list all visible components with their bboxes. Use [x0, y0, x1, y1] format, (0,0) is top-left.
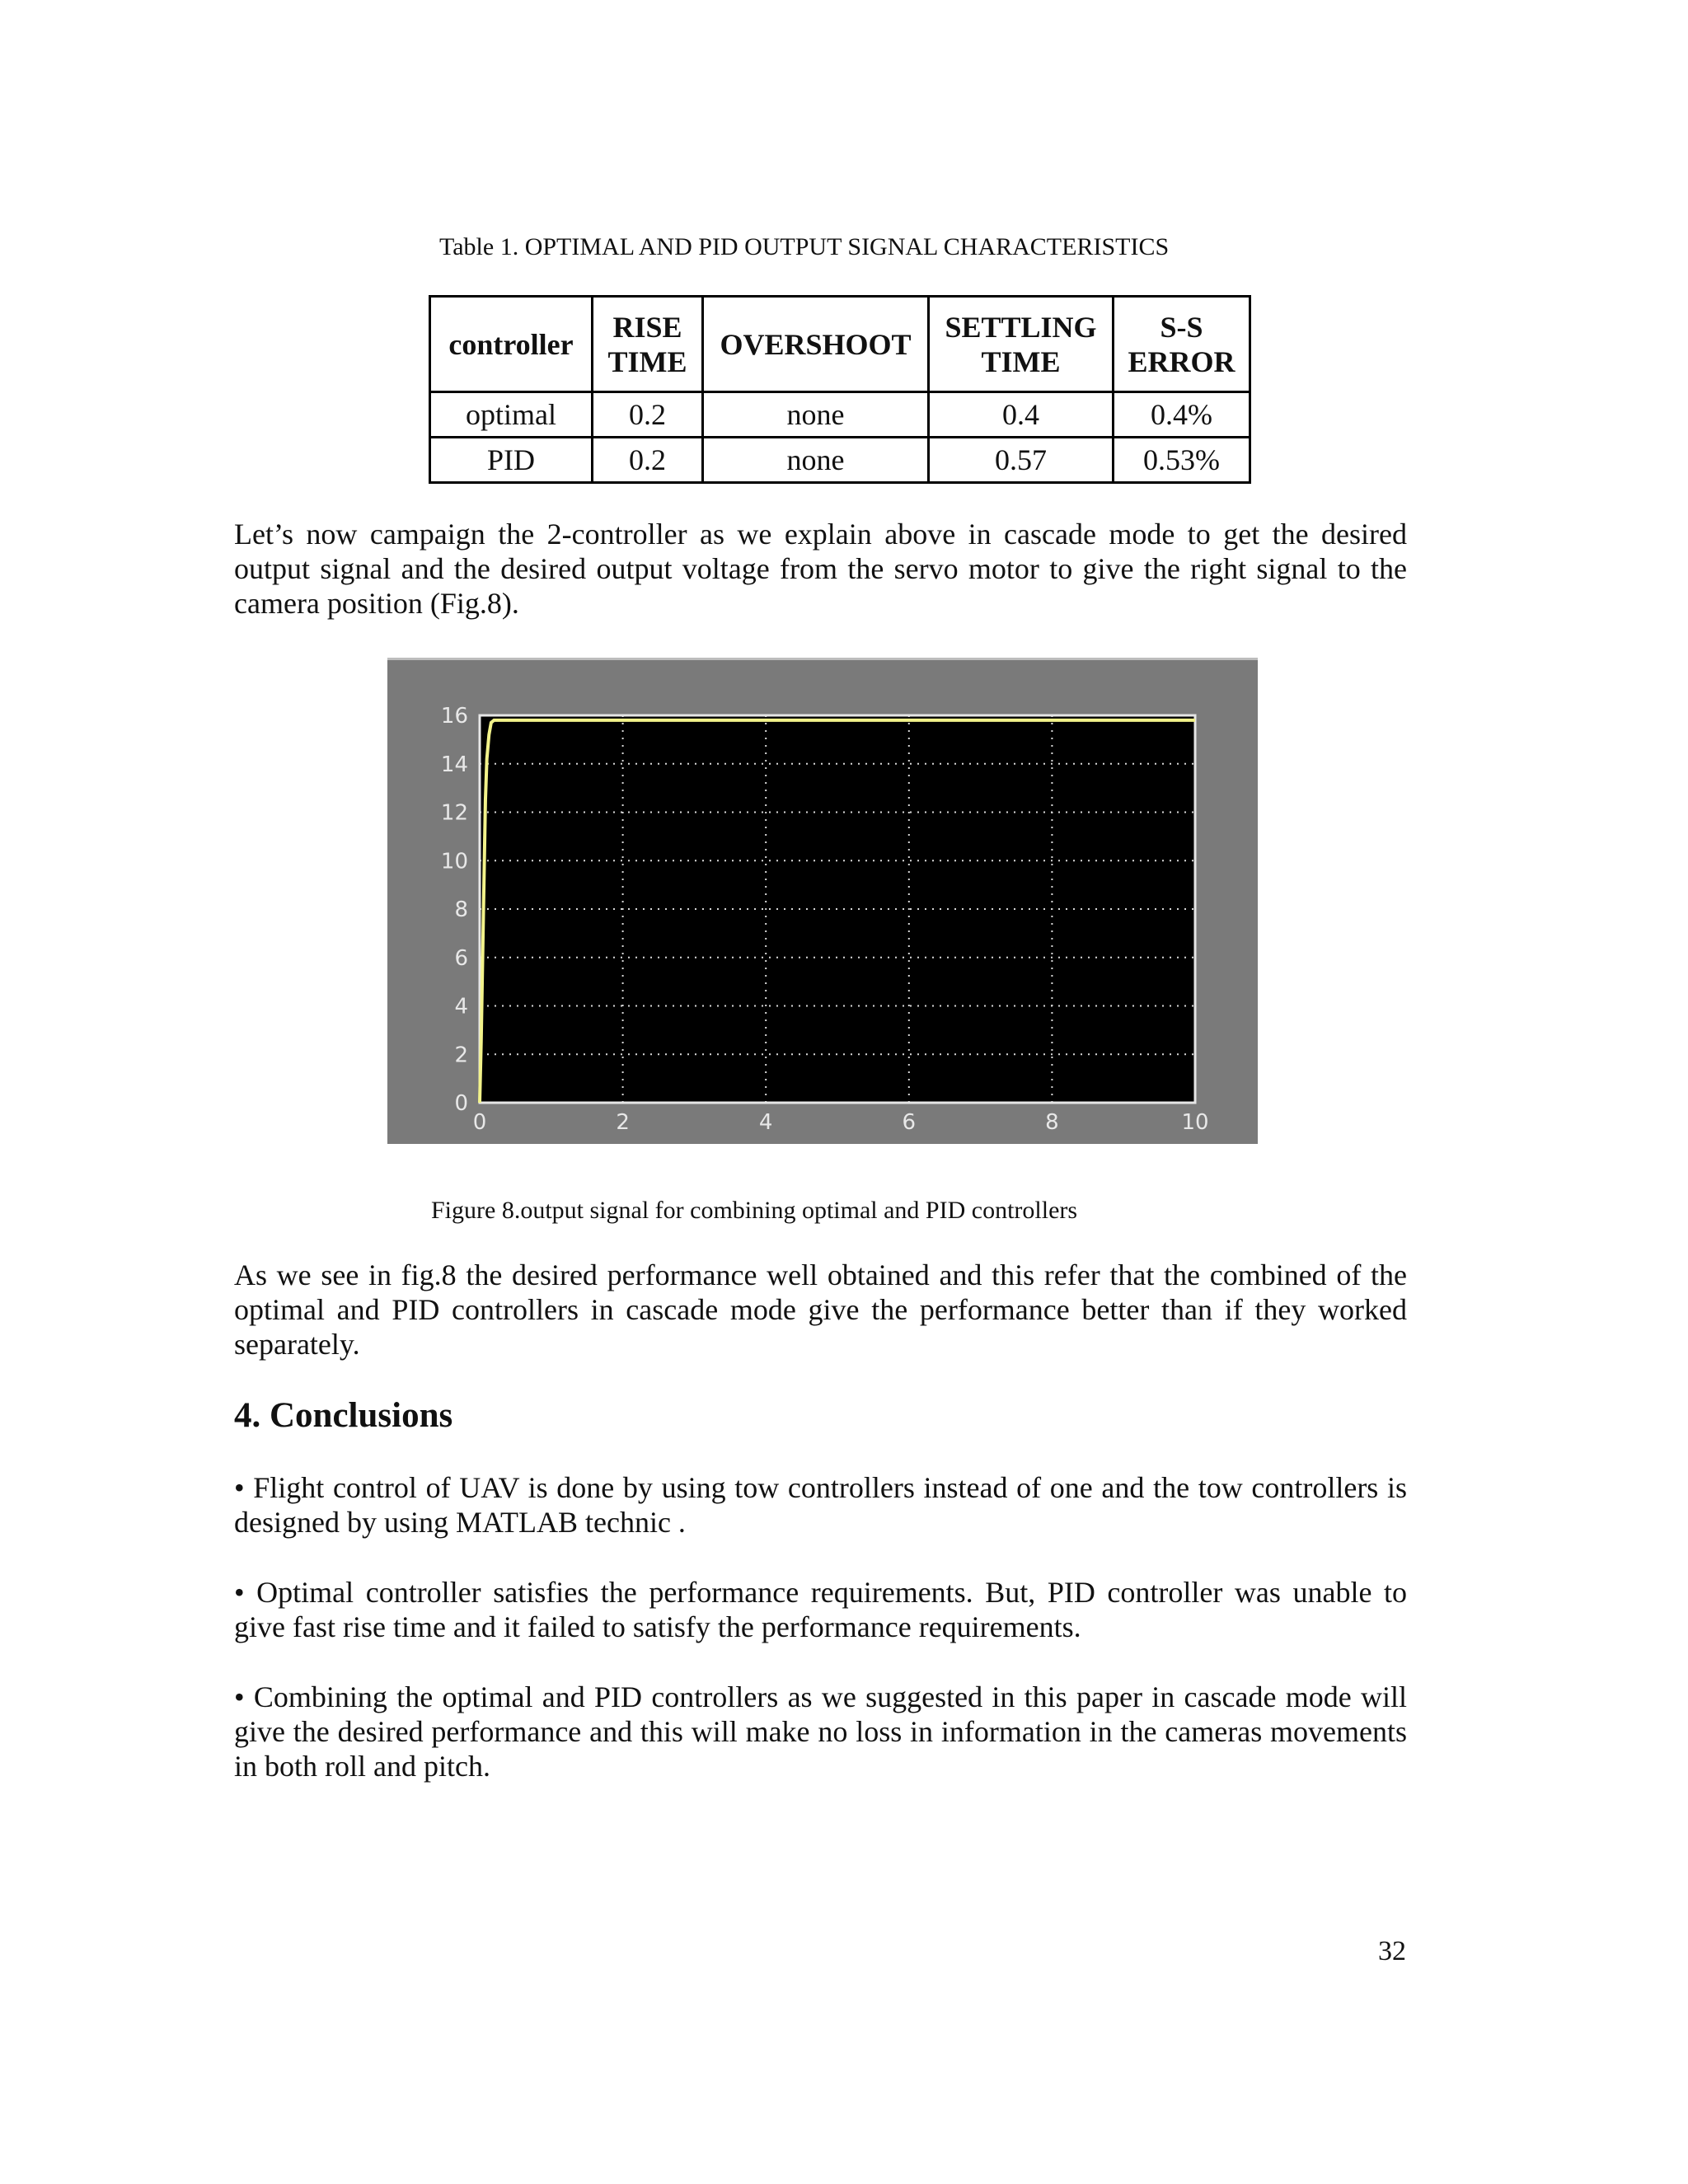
header-settling-time: SETTLING TIME — [929, 297, 1114, 392]
y-tick-label: 10 — [440, 849, 468, 874]
cell-settling-time: 0.57 — [929, 438, 1114, 483]
cell-controller: optimal — [430, 392, 593, 438]
cell-overshoot: none — [703, 392, 929, 438]
page-number: 32 — [1378, 1936, 1406, 1966]
y-tick-label: 6 — [454, 945, 468, 971]
x-tick-label: 6 — [902, 1110, 917, 1135]
cell-overshoot: none — [703, 438, 929, 483]
conclusion-bullet: • Flight control of UAV is done by using tow controllers instead of one and the tow controllers is designed by using MATLAB technic . — [234, 1471, 1407, 1539]
conclusion-bullet: • Optimal controller satisfies the performance requirements. But, PID controller was unable to give fast rise time and it failed to satisfy the performance requirements. — [234, 1576, 1407, 1643]
x-tick-label: 4 — [758, 1110, 773, 1135]
cell-controller: PID — [430, 438, 593, 483]
y-tick-label: 4 — [454, 994, 468, 1019]
output-signal-chart — [387, 658, 1258, 1144]
y-tick-label: 8 — [454, 898, 468, 922]
y-tick-label: 12 — [440, 800, 468, 826]
x-tick-label: 8 — [1045, 1110, 1059, 1135]
y-tick-label: 16 — [440, 704, 468, 729]
characteristics-table — [429, 295, 1251, 484]
x-tick-label: 10 — [1181, 1110, 1209, 1135]
table-header-row — [430, 297, 1250, 392]
y-tick-label: 0 — [454, 1091, 468, 1116]
cell-ss-error: 0.4% — [1114, 392, 1250, 438]
cell-settling-time: 0.4 — [929, 392, 1114, 438]
x-tick-label: 2 — [616, 1110, 630, 1135]
cell-rise-time: 0.2 — [593, 438, 703, 483]
scope-top-border — [387, 658, 1258, 660]
cell-rise-time: 0.2 — [593, 392, 703, 438]
y-tick-label: 2 — [454, 1043, 468, 1068]
discussion-paragraph: As we see in fig.8 the desired performance well obtained and this refer that the combined of the optimal and PID controllers in cascade mode give the performance better than if they worked separately. — [234, 1258, 1407, 1361]
header-controller: controller — [430, 297, 593, 392]
header-ss-error: S-S ERROR — [1114, 297, 1250, 392]
cell-ss-error: 0.53% — [1114, 438, 1250, 483]
header-overshoot: OVERSHOOT — [703, 297, 929, 392]
conclusion-bullet: • Combining the optimal and PID controllers as we suggested in this paper in cascade mode will give the desired performance and this will make no loss in information in the cameras movements in both roll and pitch. — [234, 1680, 1407, 1783]
conclusions-heading: 4. Conclusions — [234, 1396, 453, 1435]
x-tick-label: 0 — [472, 1110, 487, 1135]
figure-8 — [387, 658, 1258, 1144]
header-rise-time: RISE TIME — [593, 297, 703, 392]
table-row — [430, 392, 1250, 438]
figure-caption: Figure 8.output signal for combining optimal and PID controllers — [431, 1197, 1078, 1224]
y-tick-label: 14 — [440, 752, 468, 777]
table-row — [430, 438, 1250, 483]
table-caption: Table 1. OPTIMAL AND PID OUTPUT SIGNAL CHARACTERISTICS — [439, 233, 1170, 260]
intro-paragraph: Let’s now campaign the 2-controller as we explain above in cascade mode to get the desired output signal and the desired output voltage from the servo motor to give the right signal to the camera position (Fig.8). — [234, 518, 1407, 620]
